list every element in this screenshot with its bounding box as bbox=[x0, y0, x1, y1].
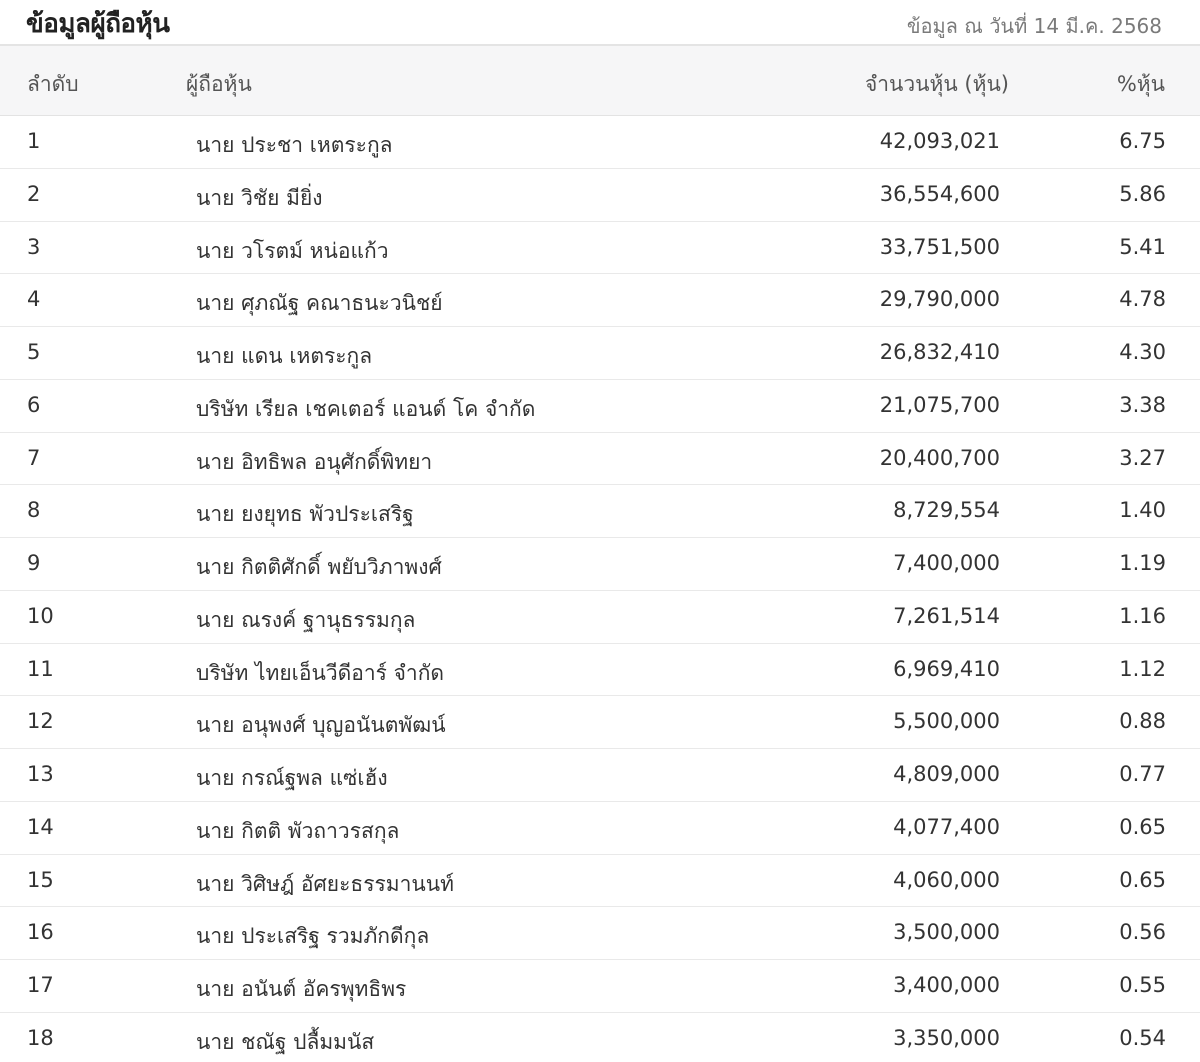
rank-cell: 6 bbox=[27, 392, 41, 417]
rank-cell: 12 bbox=[27, 709, 54, 734]
rank-cell: 15 bbox=[27, 867, 54, 892]
shares-cell: 36,554,600 bbox=[879, 181, 1000, 206]
shares-cell: 6,969,410 bbox=[893, 656, 1000, 681]
shareholder-name-cell: นาย ประชา เหตระกูล bbox=[196, 133, 393, 157]
shareholder-name-cell: นาย ชณัฐ ปลื้มมนัส bbox=[196, 1029, 375, 1054]
table-row bbox=[0, 1013, 1200, 1062]
table-row bbox=[0, 960, 1200, 1013]
rank-cell: 16 bbox=[27, 920, 54, 945]
shares-cell: 42,093,021 bbox=[879, 129, 1000, 153]
shares-cell: 7,400,000 bbox=[893, 551, 1000, 575]
column-header-rank: ลำดับ bbox=[27, 72, 79, 96]
table-row bbox=[0, 591, 1200, 644]
rank-cell: 1 bbox=[27, 129, 41, 153]
table-row bbox=[0, 169, 1200, 222]
shares-cell: 3,400,000 bbox=[893, 973, 1000, 997]
table-row bbox=[0, 802, 1200, 855]
percent-cell: 0.55 bbox=[1119, 973, 1166, 997]
percent-cell: 0.54 bbox=[1119, 1025, 1166, 1050]
rank-cell: 7 bbox=[27, 445, 41, 470]
percent-cell: 1.19 bbox=[1119, 551, 1166, 575]
shareholder-name-cell: นาย ประเสริฐ รวมภักดีกุล bbox=[196, 924, 430, 949]
table-row bbox=[0, 696, 1200, 749]
percent-cell: 1.12 bbox=[1119, 656, 1166, 681]
table-row bbox=[0, 222, 1200, 275]
column-header-shares: จำนวนหุ้น (หุ้น) bbox=[864, 72, 1009, 96]
table-row bbox=[0, 116, 1200, 169]
table-body bbox=[0, 116, 1200, 1062]
shares-cell: 4,077,400 bbox=[893, 814, 1000, 839]
table-row bbox=[0, 749, 1200, 802]
shares-cell: 4,809,000 bbox=[893, 762, 1000, 786]
percent-cell: 1.40 bbox=[1119, 498, 1166, 523]
shareholder-name-cell: นาย ณรงค์ ฐานุธรรมกุล bbox=[196, 607, 416, 632]
shareholder-name-cell: นาย วโรตม์ หน่อแก้ว bbox=[196, 238, 389, 263]
shareholder-name-cell: นาย อนุพงศ์ บุญอนันตพัฒน์ bbox=[196, 713, 446, 738]
rank-cell: 14 bbox=[27, 814, 54, 839]
rank-cell: 2 bbox=[27, 181, 41, 206]
shareholder-name-cell: บริษัท เรียล เชคเตอร์ แอนด์ โค จำกัด bbox=[196, 396, 536, 421]
percent-cell: 5.41 bbox=[1119, 234, 1166, 259]
table-row bbox=[0, 538, 1200, 591]
shareholder-name-cell: นาย แดน เหตระกูล bbox=[196, 344, 373, 368]
table-row bbox=[0, 274, 1200, 327]
percent-cell: 3.27 bbox=[1119, 445, 1166, 470]
shares-cell: 3,500,000 bbox=[893, 920, 1000, 945]
shares-cell: 29,790,000 bbox=[879, 287, 1000, 312]
table-row bbox=[0, 327, 1200, 380]
percent-cell: 0.56 bbox=[1119, 920, 1166, 945]
shareholder-table bbox=[0, 46, 1200, 1062]
shares-cell: 8,729,554 bbox=[893, 498, 1000, 523]
percent-cell: 5.86 bbox=[1119, 181, 1166, 206]
rank-cell: 5 bbox=[27, 340, 41, 364]
table-row bbox=[0, 433, 1200, 486]
rank-cell: 9 bbox=[27, 551, 41, 575]
column-header-shareholder: ผู้ถือหุ้น bbox=[186, 72, 252, 96]
shareholder-name-cell: นาย ยงยุทธ พัวประเสริฐ bbox=[196, 502, 414, 527]
shares-cell: 3,350,000 bbox=[893, 1025, 1000, 1050]
shareholder-name-cell: นาย กิตติ พัวถาวรสกุล bbox=[196, 818, 400, 843]
shareholder-name-cell: นาย อิทธิพล อนุศักดิ์พิทยา bbox=[196, 449, 433, 474]
rank-cell: 11 bbox=[27, 656, 54, 681]
shares-cell: 4,060,000 bbox=[893, 867, 1000, 892]
shareholder-name-cell: นาย ศุภณัฐ คณาธนะวนิชย์ bbox=[196, 291, 443, 316]
rank-cell: 3 bbox=[27, 234, 41, 259]
shareholder-name-cell: นาย กิตติศักดิ์ พยับวิภาพงศ์ bbox=[196, 555, 442, 579]
percent-cell: 0.77 bbox=[1119, 762, 1166, 786]
percent-cell: 4.78 bbox=[1119, 287, 1166, 312]
shareholder-name-cell: นาย กรณ์ฐพล แซ่เฮ้ง bbox=[196, 766, 388, 790]
percent-cell: 0.65 bbox=[1119, 814, 1166, 839]
shares-cell: 21,075,700 bbox=[879, 392, 1000, 417]
shares-cell: 33,751,500 bbox=[879, 234, 1000, 259]
as-of-date: ข้อมูล ณ วันที่ 14 มี.ค. 2568 bbox=[906, 14, 1162, 38]
percent-cell: 6.75 bbox=[1119, 129, 1166, 153]
table-row bbox=[0, 907, 1200, 960]
percent-cell: 3.38 bbox=[1119, 392, 1166, 417]
percent-cell: 4.30 bbox=[1119, 340, 1166, 364]
shareholder-name-cell: บริษัท ไทยเอ็นวีดีอาร์ จำกัด bbox=[196, 660, 445, 685]
rank-cell: 17 bbox=[27, 973, 54, 997]
header-bar bbox=[0, 0, 1200, 46]
rank-cell: 18 bbox=[27, 1025, 54, 1050]
percent-cell: 1.16 bbox=[1119, 603, 1166, 628]
rank-cell: 4 bbox=[27, 287, 41, 312]
table-row bbox=[0, 485, 1200, 538]
shares-cell: 5,500,000 bbox=[893, 709, 1000, 734]
page-title: ข้อมูลผู้ถือหุ้น bbox=[26, 9, 170, 39]
percent-cell: 0.65 bbox=[1119, 867, 1166, 892]
rank-cell: 13 bbox=[27, 762, 54, 786]
table-header bbox=[0, 46, 1200, 116]
table-row bbox=[0, 855, 1200, 908]
shares-cell: 7,261,514 bbox=[893, 603, 1000, 628]
shares-cell: 26,832,410 bbox=[879, 340, 1000, 364]
percent-cell: 0.88 bbox=[1119, 709, 1166, 734]
shareholder-name-cell: นาย วิศิษฎ์ อัศยะธรรมานนท์ bbox=[196, 871, 454, 896]
table-row bbox=[0, 380, 1200, 433]
rank-cell: 8 bbox=[27, 498, 41, 523]
shareholder-name-cell: นาย อนันต์ อัครพุทธิพร bbox=[196, 977, 407, 1001]
rank-cell: 10 bbox=[27, 603, 54, 628]
table-row bbox=[0, 644, 1200, 697]
shares-cell: 20,400,700 bbox=[879, 445, 1000, 470]
shareholder-name-cell: นาย วิชัย มียิ่ง bbox=[196, 185, 323, 210]
column-header-percent: %หุ้น bbox=[1116, 72, 1165, 96]
